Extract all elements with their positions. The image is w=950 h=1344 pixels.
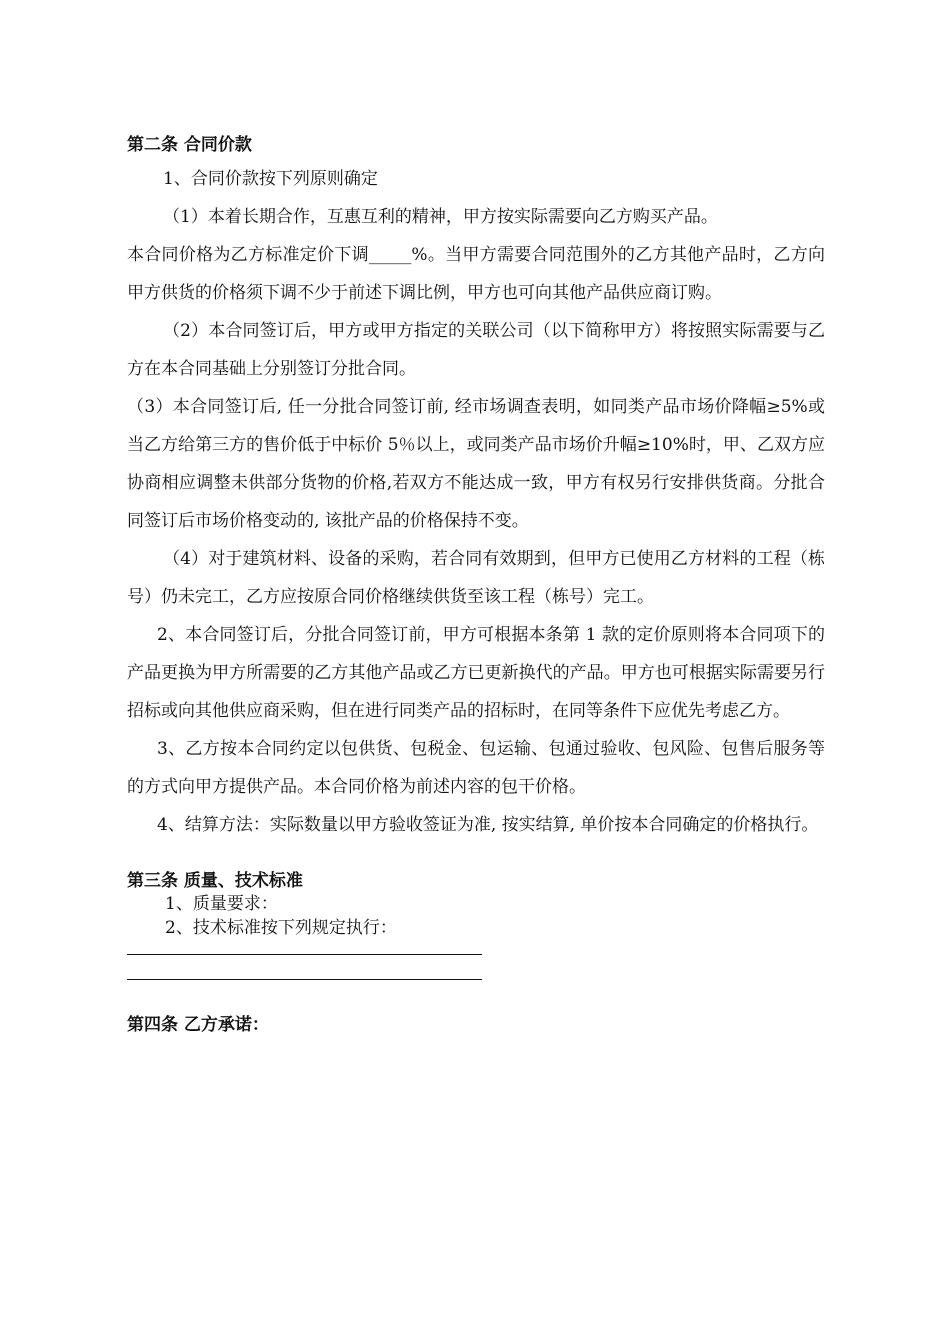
article-2-clause-1-price: 本合同价格为乙方标准定价下调_____%。当甲方需要合同范围外的乙方其他产品时，乙方向甲方供货的价格须下调不少于前述下调比例，甲方也可向其他产品供应商订购。 bbox=[127, 245, 825, 303]
article-2-item-1: 1、合同价款按下列原则确定 bbox=[163, 169, 378, 189]
article-3-item-2: 2、技术标准按下列规定执行： bbox=[165, 918, 397, 938]
article-2-clause-1: （1）本着长期合作，互惠互利的精神，甲方按实际需要向乙方购买产品。 bbox=[163, 207, 718, 227]
article-3-heading: 第三条 质量、技术标准 bbox=[127, 871, 303, 891]
article-2-clause-4: （4）对于建筑材料、设备的采购，若合同有效期到，但甲方已使用乙方材料的工程（栋号）仍未完工，乙方应按原合同价格继续供货至该工程（栋号）完工。 bbox=[127, 549, 825, 607]
article-2-clause-2: （2）本合同签订后，甲方或甲方指定的关联公司（以下简称甲方）将按照实际需要与乙方在本合同基础上分别签订分批合同。 bbox=[127, 321, 825, 379]
document-body bbox=[127, 134, 825, 1036]
article-2-item-2: 2、本合同签订后，分批合同签订前，甲方可根据本条第 1 款的定价原则将本合同项下的产品更换为甲方所需要的乙方其他产品或乙方已更新换代的产品。甲方也可根据实际需要另行招标或向其他供应商采购，但在进行同类产品的招标时，在同等条件下应优先考虑乙方。 bbox=[127, 625, 825, 721]
article-4-heading: 第四条 乙方承诺： bbox=[127, 1015, 269, 1035]
article-2-item-3: 3、乙方按本合同约定以包供货、包税金、包运输、包通过验收、包风险、包售后服务等的方式向甲方提供产品。本合同价格为前述内容的包干价格。 bbox=[127, 739, 825, 797]
article-2-item-4: 4、结算方法：实际数量以甲方验收签证为准, 按实结算, 单价按本合同确定的价格执行。 bbox=[157, 815, 819, 835]
article-2-heading: 第二条 合同价款 bbox=[127, 135, 252, 155]
article-3-item-1: 1、质量要求： bbox=[165, 894, 278, 914]
article-2-clause-3: （3）本合同签订后, 任一分批合同签订前, 经市场调查表明，如同类产品市场价降幅≥5%或当乙方给第三方的售价低于中标价 5％以上，或同类产品市场价升幅≥10%时，甲、乙双方应协商相应调整未供部分货物的价格,若双方不能达成一致，甲方有权另行安排供货商。分批合同签订后市场价格变动的, 该批产品的价格保持不变。 bbox=[127, 397, 825, 531]
